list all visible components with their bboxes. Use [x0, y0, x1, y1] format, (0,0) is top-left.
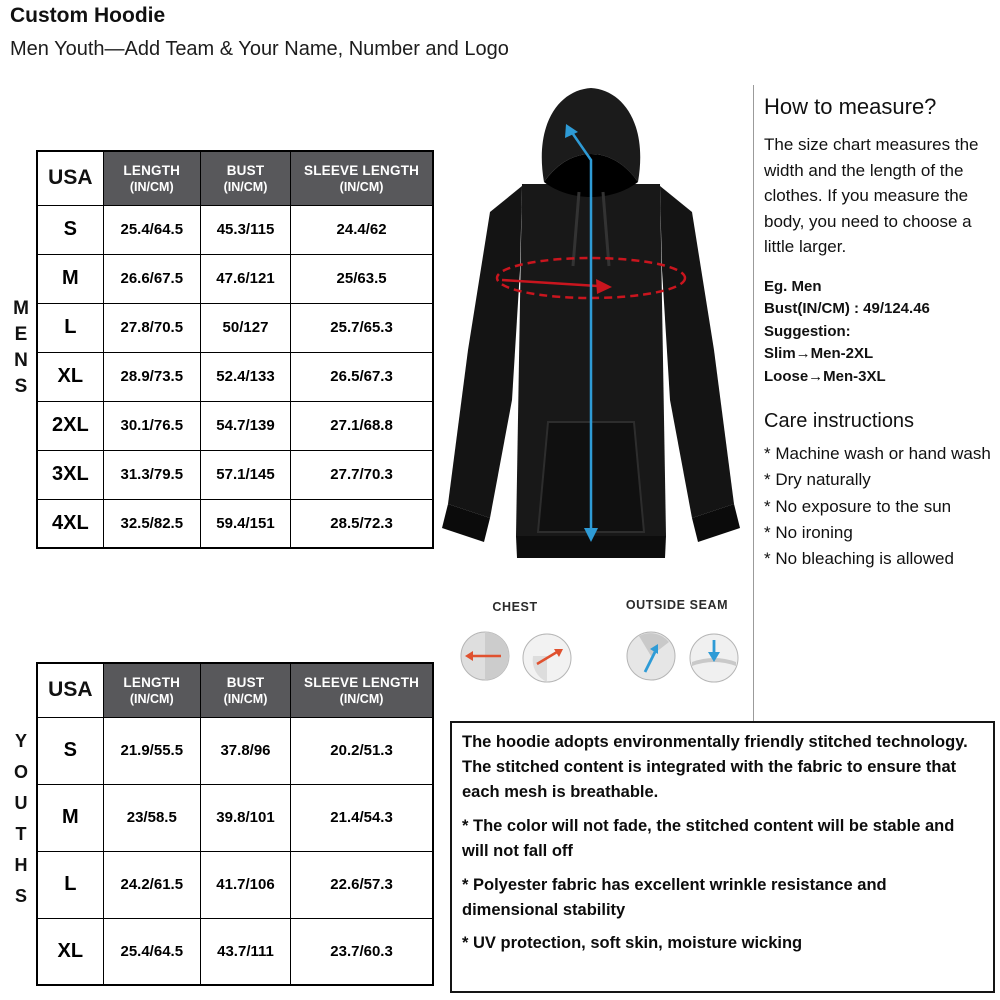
column-unit: (IN/CM) [223, 179, 268, 194]
size-cell: 2XL [37, 401, 103, 450]
size-cell: 3XL [37, 450, 103, 499]
column-label: SLEEVE LENGTH [303, 674, 420, 690]
mens-bust-header [200, 151, 290, 205]
size-cell: M [37, 254, 103, 303]
care-item: * No ironing [764, 523, 853, 543]
fabric-bullet: * The color will not fade, the stitched content will be stable and will not fall off [462, 817, 955, 860]
column-unit: (IN/CM) [339, 179, 384, 194]
mens-header-row [37, 151, 433, 205]
size-row [37, 205, 433, 254]
sleeve-cell: 26.5/67.3 [291, 352, 433, 401]
length-cell: 21.9/55.5 [103, 717, 200, 784]
column-label: BUST [226, 674, 265, 690]
care-item: * No exposure to the sun [764, 496, 952, 516]
bust-cell: 50/127 [200, 303, 290, 352]
length-cell: 28.9/73.5 [103, 352, 200, 401]
column-unit: (IN/CM) [223, 691, 268, 706]
sleeve-cell: 23.7/60.3 [291, 918, 433, 985]
youths-length-header [103, 663, 200, 717]
sleeve-cell: 24.4/62 [291, 205, 433, 254]
youths-size-section [6, 662, 434, 986]
care-instructions-title: Care instructions [764, 410, 915, 432]
length-cell: 25.4/64.5 [103, 205, 200, 254]
outside-seam-icon-1 [625, 630, 677, 682]
bust-cell: 47.6/121 [200, 254, 290, 303]
care-item: * No bleaching is allowed [764, 549, 954, 569]
sleeve-cell: 25.7/65.3 [291, 303, 433, 352]
hoodie-product-image [432, 80, 750, 595]
mens-sleeve-header [291, 151, 433, 205]
bust-cell: 39.8/101 [200, 784, 290, 851]
sleeve-cell: 20.2/51.3 [291, 717, 433, 784]
sleeve-cell: 28.5/72.3 [291, 499, 433, 548]
how-to-measure-body: The size chart measures the width and the length of the clothes. If you measure the body, you need to choose a little larger. [764, 135, 979, 256]
bust-cell: 43.7/111 [200, 918, 290, 985]
mens-usa-header: USA [37, 151, 103, 205]
example-line: Loose→Men-3XL [764, 367, 886, 385]
column-label: LENGTH [123, 674, 181, 690]
size-row [37, 254, 433, 303]
size-cell: L [37, 851, 103, 918]
length-cell: 27.8/70.5 [103, 303, 200, 352]
size-row [37, 717, 433, 784]
size-row [37, 851, 433, 918]
size-row [37, 450, 433, 499]
column-label: SLEEVE LENGTH [303, 162, 420, 178]
youths-usa-header: USA [37, 663, 103, 717]
size-cell: S [37, 717, 103, 784]
bust-cell: 37.8/96 [200, 717, 290, 784]
mens-size-section [6, 150, 434, 549]
chest-width-icon-1 [459, 630, 511, 682]
bust-cell: 45.3/115 [200, 205, 290, 254]
sleeve-cell: 27.7/70.3 [291, 450, 433, 499]
youths-bust-header [200, 663, 290, 717]
size-row [37, 499, 433, 548]
example-line: Suggestion: [764, 322, 851, 340]
fabric-intro: The hoodie adopts environmentally friendly stitched technology. The stitched content is integrated with the fabric to ensure that each mesh is breathable. [462, 733, 968, 801]
column-unit: (IN/CM) [339, 691, 384, 706]
length-cell: 30.1/76.5 [103, 401, 200, 450]
bust-cell: 57.1/145 [200, 450, 290, 499]
youths-vertical-label [6, 662, 36, 986]
bust-cell: 41.7/106 [200, 851, 290, 918]
youths-size-table [36, 662, 434, 986]
size-row [37, 784, 433, 851]
size-cell: XL [37, 352, 103, 401]
sleeve-cell: 27.1/68.8 [291, 401, 433, 450]
mens-length-header [103, 151, 200, 205]
column-label: BUST [226, 162, 265, 178]
size-cell: XL [37, 918, 103, 985]
youths-header-row [37, 663, 433, 717]
example-line: Eg. Men [764, 277, 822, 295]
size-row [37, 352, 433, 401]
length-cell: 26.6/67.5 [103, 254, 200, 303]
vertical-divider [753, 85, 754, 721]
length-cell: 32.5/82.5 [103, 499, 200, 548]
bust-cell: 52.4/133 [200, 352, 290, 401]
example-line: Bust(IN/CM) : 49/124.46 [764, 300, 930, 317]
fabric-features-box [450, 721, 995, 993]
column-unit: (IN/CM) [129, 691, 174, 706]
column-unit: (IN/CM) [129, 179, 174, 194]
outside-seam-label: OUTSIDE SEAM [625, 598, 729, 612]
how-to-measure-panel [764, 94, 997, 573]
bust-cell: 59.4/151 [200, 499, 290, 548]
size-cell: L [37, 303, 103, 352]
care-item: * Dry naturally [764, 470, 871, 490]
fabric-bullet: * UV protection, soft skin, moisture wicking [462, 934, 803, 953]
size-row [37, 401, 433, 450]
sleeve-cell: 22.6/57.3 [291, 851, 433, 918]
size-cell: M [37, 784, 103, 851]
size-cell: 4XL [37, 499, 103, 548]
mens-size-table [36, 150, 434, 549]
size-cell: S [37, 205, 103, 254]
length-cell: 24.2/61.5 [103, 851, 200, 918]
size-row [37, 918, 433, 985]
youths-vertical-label-text: YOUTHS [11, 731, 31, 917]
mens-vertical-label-text: MENS [10, 297, 32, 402]
care-item: * Machine wash or hand wash [764, 444, 991, 463]
page-title: Custom Hoodie [10, 4, 166, 27]
page-header [10, 4, 710, 61]
outside-seam-icon-2 [688, 632, 740, 684]
youths-sleeve-header [291, 663, 433, 717]
chest-width-icon-2 [521, 632, 573, 684]
length-cell: 31.3/79.5 [103, 450, 200, 499]
bust-cell: 54.7/139 [200, 401, 290, 450]
length-cell: 23/58.5 [103, 784, 200, 851]
mens-vertical-label [6, 150, 36, 549]
sleeve-cell: 21.4/54.3 [291, 784, 433, 851]
size-row [37, 303, 433, 352]
how-to-measure-title: How to measure? [764, 94, 937, 119]
fabric-bullet: * Polyester fabric has excellent wrinkle resistance and dimensional stability [462, 875, 887, 919]
chest-label: CHEST [492, 600, 538, 614]
column-label: LENGTH [123, 162, 181, 178]
example-line: Slim→Men-2XL [764, 345, 874, 362]
length-cell: 25.4/64.5 [103, 918, 200, 985]
sleeve-cell: 25/63.5 [291, 254, 433, 303]
page-subtitle: Men Youth—Add Team & Your Name, Number and Logo [10, 38, 509, 60]
